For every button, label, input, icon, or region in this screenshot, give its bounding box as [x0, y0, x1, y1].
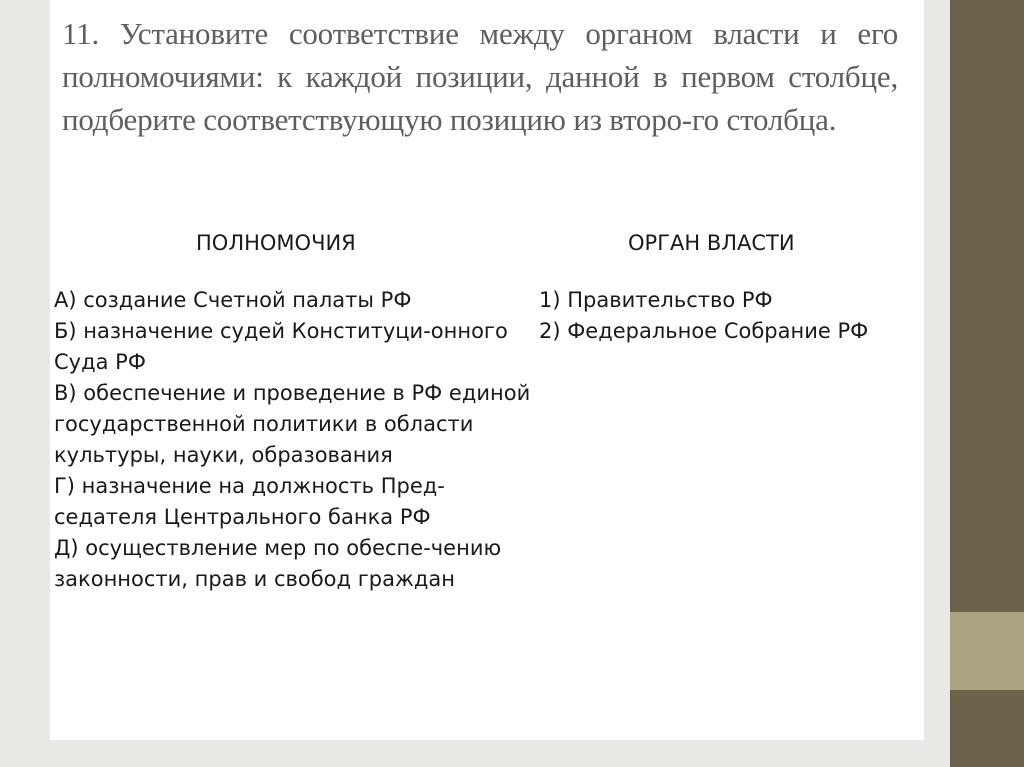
power-item-g: Г) назначение на должность Пред-седателя Центрального банка РФ — [54, 474, 445, 529]
powers-list — [54, 285, 534, 595]
power-item-v: В) обеспечение и проведение в РФ единой государственной политики в области культуры, науки, образования — [54, 381, 531, 467]
task-title: 11. Установите соответствие между органом власти и его полномочиями: к каждой позиции, данной в первом столбце, подберите соответствующую позицию из второ-го столбца. — [62, 16, 898, 137]
powers-column-header: ПОЛНОМОЧИЯ — [196, 231, 356, 255]
power-item-b: Б) назначение судей Конституци-онного Суда РФ — [54, 319, 508, 374]
authorities-list — [539, 285, 899, 347]
side-decoration-accent — [950, 612, 1024, 690]
authority-column-header: ОРГАН ВЛАСТИ — [628, 231, 795, 255]
power-item-d: Д) осуществление мер по обеспе-чению законности, прав и свобод граждан — [54, 536, 502, 591]
authority-item-2: 2) Федеральное Собрание РФ — [539, 319, 869, 343]
authority-item-1: 1) Правительство РФ — [539, 288, 773, 312]
power-item-a: А) создание Счетной палаты РФ — [54, 288, 412, 312]
